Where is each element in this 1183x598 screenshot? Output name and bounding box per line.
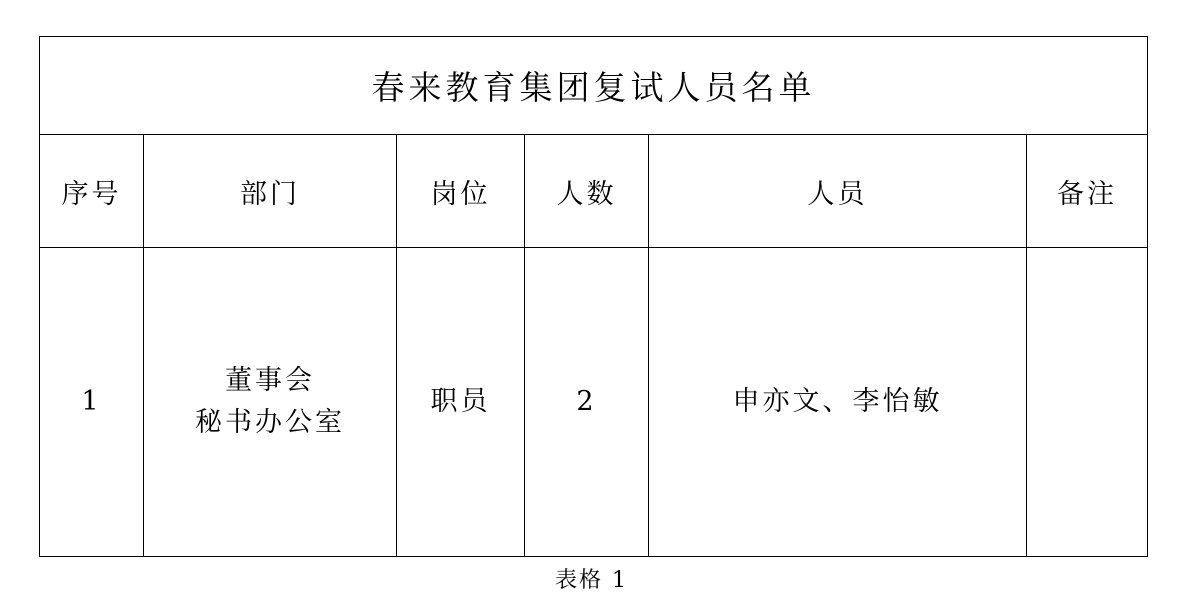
header-count: 人数 bbox=[525, 135, 649, 248]
cell-position: 职员 bbox=[397, 248, 525, 557]
department-line-2: 秘书办公室 bbox=[195, 407, 345, 438]
table-row bbox=[40, 248, 1148, 557]
table-title: 春来教育集团复试人员名单 bbox=[40, 37, 1148, 135]
header-position: 岗位 bbox=[397, 135, 525, 248]
cell-index: 1 bbox=[40, 248, 144, 557]
cell-department bbox=[144, 248, 397, 557]
header-department: 部门 bbox=[144, 135, 397, 248]
candidate-list-table bbox=[39, 36, 1148, 557]
cell-count: 2 bbox=[525, 248, 649, 557]
department-line-1: 董事会 bbox=[225, 365, 315, 396]
table-header-row bbox=[40, 135, 1148, 248]
header-people: 人员 bbox=[649, 135, 1027, 248]
cell-people: 申亦文、李怡敏 bbox=[649, 248, 1027, 557]
header-index: 序号 bbox=[40, 135, 144, 248]
header-remark: 备注 bbox=[1027, 135, 1148, 248]
table-caption: 表格 1 bbox=[555, 568, 628, 593]
cell-remark bbox=[1027, 248, 1148, 557]
